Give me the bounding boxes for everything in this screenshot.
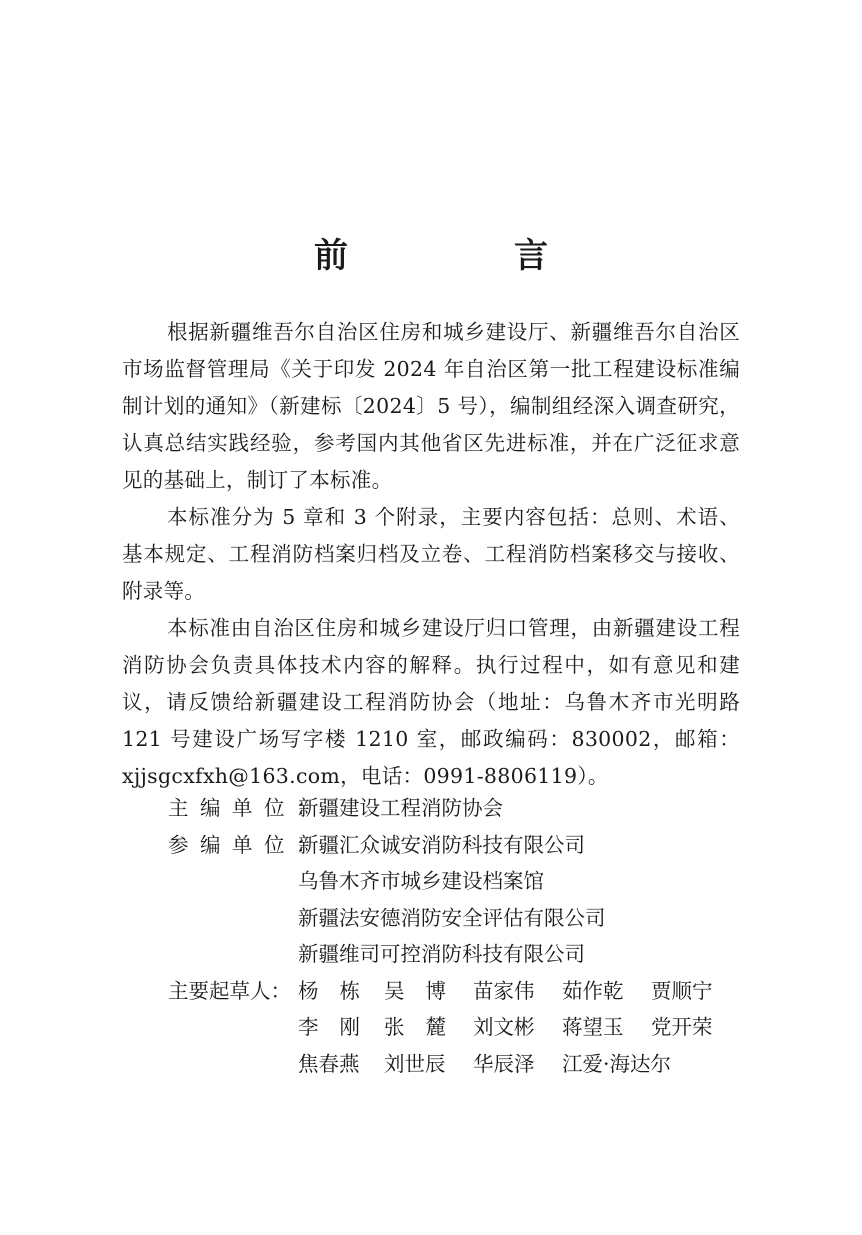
drafter-name: 吴博 [384,978,467,1003]
drafter-name: 党开荣 [651,1015,713,1039]
drafter-name: 茹作乾 [562,978,624,1003]
drafter-name: 蒋望玉 [562,1015,624,1039]
drafter-name: 贾顺宁 [651,978,713,1003]
drafters-row [168,973,768,1083]
participating-unit: 乌鲁木齐市城乡建设档案馆 [298,869,544,893]
page-title: 前 言 [314,236,614,276]
drafter-name: 刘文彬 [473,1015,535,1039]
drafter-name: 江爱·海达尔 [562,1051,672,1076]
drafter-name: 苗家伟 [473,978,535,1003]
drafter-name: 李刚 [298,1015,381,1039]
paragraph-3: 本标准由自治区住房和城乡建设厅归口管理，由新疆建设工程消防协会负责具体技术内容的解释。执行过程中，如有意见和建议，请反馈给新疆建设工程消防协会（地址：乌鲁木齐市光明路 121 号建设广场写字楼 1210 室，邮政编码：830002，邮箱：xjjsgcxfxh@163.com，电话：0991-8806119）。 [122,616,740,788]
credits-section [168,790,768,1082]
drafter-name: 杨栋 [298,978,381,1003]
paragraph-1: 根据新疆维吾尔自治区住房和城乡建设厅、新疆维吾尔自治区市场监督管理局《关于印发 2024 年自治区第一批工程建设标准编制计划的通知》（新建标〔2024〕5 号），编制组经深入调查研究，认真总结实践经验，参考国内其他省区先进标准，并在广泛征求意见的基础上，制订了本标准。 [122,320,740,492]
participating-units-label: 参编单位： [168,832,328,857]
participating-unit: 新疆维司可控消防科技有限公司 [298,942,585,966]
drafter-name: 焦春燕 [298,1051,360,1076]
paragraph-2: 本标准分为 5 章和 3 个附录，主要内容包括：总则、术语、基本规定、工程消防档案归档及立卷、工程消防档案移交与接收、附录等。 [122,505,740,603]
participating-units-row [168,827,768,973]
drafter-name: 张麓 [384,1015,467,1039]
chief-unit-row [168,790,768,827]
drafters-label: 主要起草人： [168,978,291,1003]
participating-unit: 新疆汇众诚安消防科技有限公司 [298,832,585,857]
drafter-name: 华辰泽 [473,1051,535,1076]
drafters-list [298,973,737,1083]
drafter-name: 刘世辰 [384,1051,446,1076]
preface-body [122,314,740,795]
chief-unit-value: 新疆建设工程消防协会 [298,796,503,820]
chief-unit-label: 主编单位： [168,796,328,820]
participating-unit: 新疆法安德消防安全评估有限公司 [298,905,606,930]
